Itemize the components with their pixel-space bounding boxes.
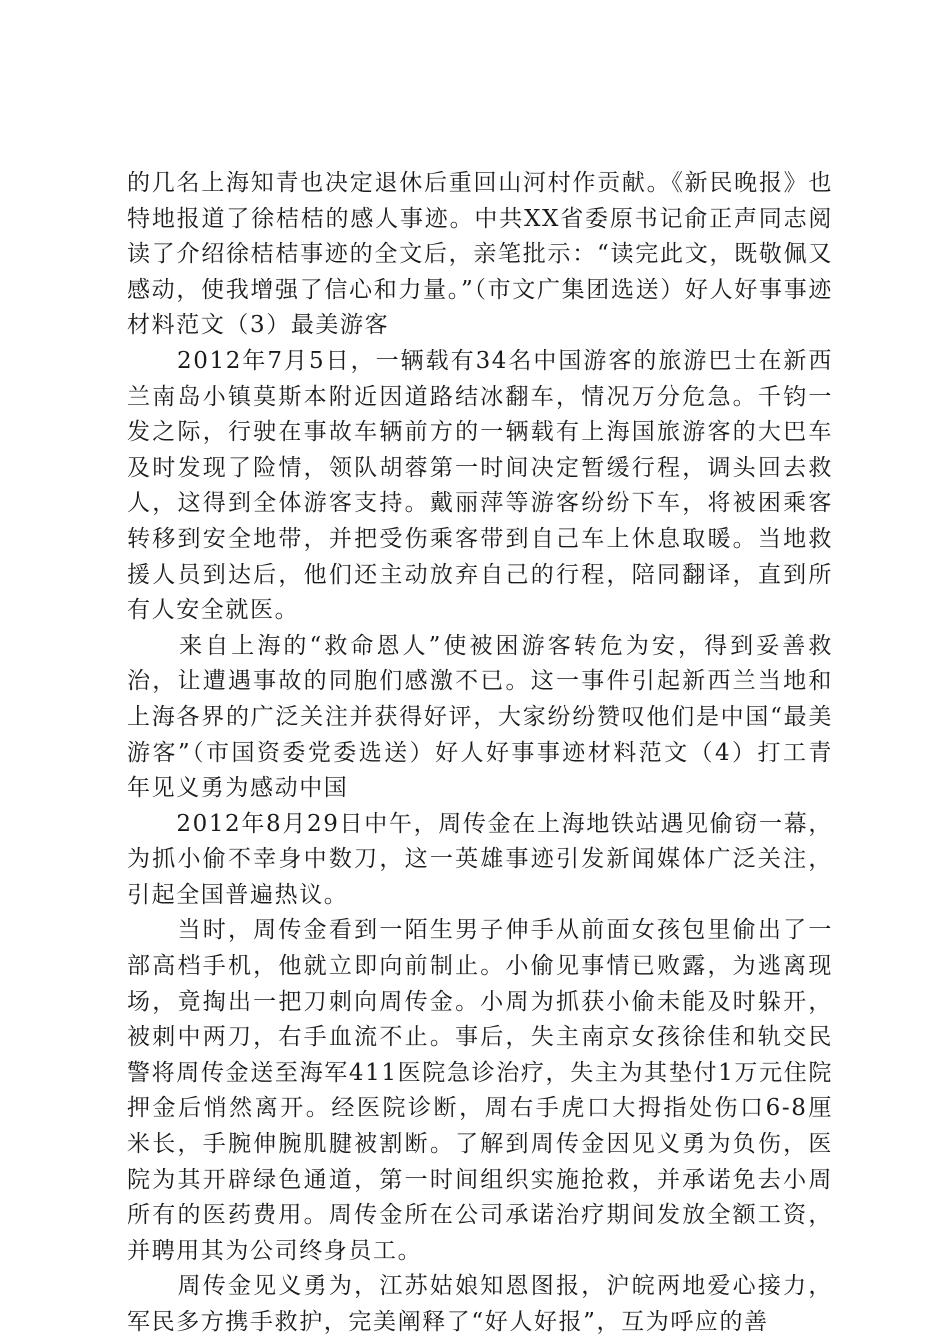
paragraph-continuation: 的几名上海知青也决定退休后重回山河村作贡献。《新民晚报》也特地报道了徐桔桔的感人事迹。中共XX省委原书记俞正声同志阅读了介绍徐桔桔事迹的全文后，亲笔批示：“读完此文，既敬佩又感动，使我增强了信心和力量。”（市文广集团选送）好人好事事迹材料范文（3）最美游客 [127,170,833,339]
paragraph-tourists-rescue: 2012年7月5日，一辆载有34名中国游客的旅游巴士在新西兰南岛小镇莫斯本附近因道路结冰翻车，情况万分危急。千钧一发之际，行驶在事故车辆前方的一辆载有上海国旅游客的大巴车及时发现了险情，领队胡蓉第一时间决定暂缓行程，调头回去救人，这得到全体游客支持。戴丽萍等游客纷纷下车，将被困乘客转移到安全地带，并把受伤乘客带到自己车上休息取暖。当地救援人员到达后，他们还主动放弃自己的行程，陪同翻译，直到所有人安全就医。 [127,347,833,624]
document-body [127,166,833,1341]
paragraph-zhou-details: 当时，周传金看到一陌生男子伸手从前面女孩包里偷出了一部高档手机，他就立即向前制止。小偷见事情已败露，为逃离现场，竟掏出一把刀刺向周传金。小周为抓获小偷未能及时躲开，被刺中两刀，右手血流不止。事后，失主南京女孩徐佳和轨交民警将周传金送至海军411医院急诊治疗，失主为其垫付1万元住院押金后悄然离开。经医院诊断，周右手虎口大拇指处伤口6-8厘米长，手腕伸腕肌腱被割断。了解到周传金因见义勇为负伤，医院为其开辟绿色通道，第一时间组织实施抢救，并承诺免去小周所有的医药费用。周传金所在公司承诺治疗期间发放全额工资，并聘用其为公司终身员工。 [127,917,833,1264]
paragraph-zhou-summary: 周传金见义勇为，江苏姑娘知恩图报，沪皖两地爱心接力，军民多方携手救护，完美阐释了“好人好报”，互为呼应的善 [127,1273,833,1335]
paragraph-zhou-incident: 2012年8月29日中午，周传金在上海地铁站遇见偷窃一幕，为抓小偷不幸身中数刀，这一英雄事迹引发新闻媒体广泛关注，引起全国普遍热议。 [127,810,833,908]
paragraph-tourists-praise: 来自上海的“救命恩人”使被困游客转危为安，得到妥善救治，让遭遇事故的同胞们感激不已。这一事件引起新西兰当地和上海各界的广泛关注并获得好评，大家纷纷赞叹他们是中国“最美游客”（市国资委党委选送）好人好事事迹材料范文（4）打工青年见义勇为感动中国 [127,632,833,802]
